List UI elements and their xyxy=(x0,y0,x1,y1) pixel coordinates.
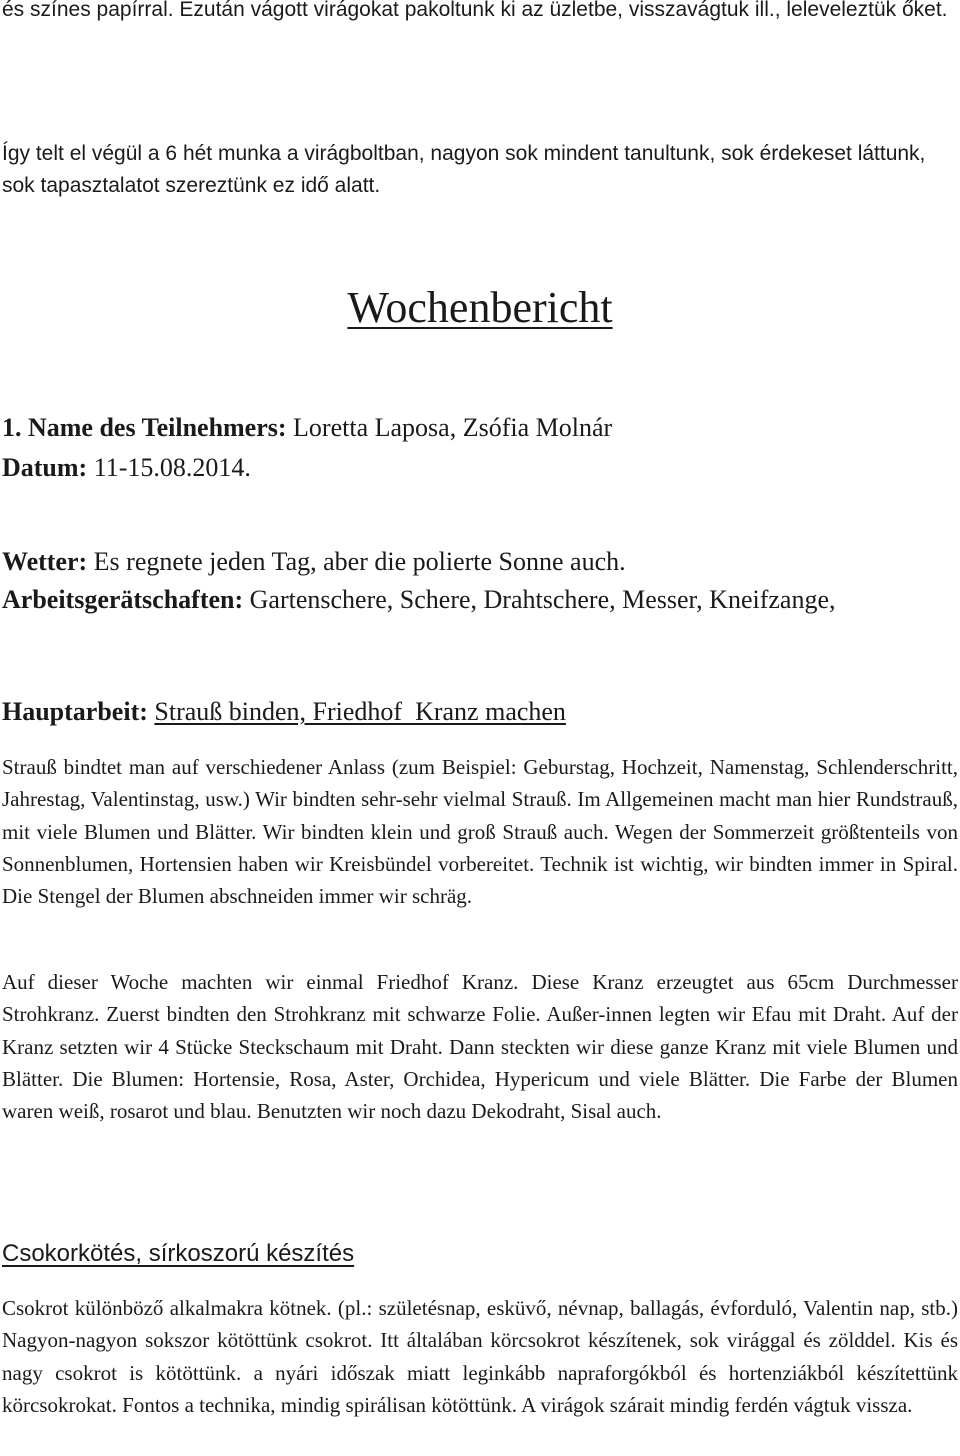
main-work-value: Strauß binden, Friedhof Kranz machen xyxy=(154,697,566,726)
main-work-label: Hauptarbeit: xyxy=(2,697,148,726)
weather-label: Wetter: xyxy=(2,547,88,576)
date-line xyxy=(2,451,958,485)
participant-name-value: Loretta Laposa, Zsófia Molnár xyxy=(293,413,613,442)
date-value: 11-15.08.2014. xyxy=(93,453,251,482)
report-title: Wochenbericht xyxy=(347,283,613,332)
main-work-line xyxy=(2,695,958,729)
tools-line xyxy=(2,583,958,617)
intro-paragraph-2: Így telt el végül a 6 hét munka a virágboltban, nagyon sok mindent tanultunk, sok érdekeset láttunk, sok tapasztalatot szereztünk ez idő alatt. xyxy=(2,142,926,197)
hungarian-section-heading: Csokorkötés, sírkoszorú készítés xyxy=(2,1240,355,1267)
participant-name-line xyxy=(2,411,958,445)
hungarian-paragraph: Csokrot különböző alkalmakra kötnek. (pl.: születésnap, esküvő, névnap, ballagás, évforduló, Valentin nap, stb.) Nagyon-nagyon sokszor kötöttünk csokrot. Itt általában körcsokrot készítenek, sok virággal és zölddel. Kis és nagy csokrot is kötöttünk. a nyári időszak miatt leginkább napraforgókból és hortenziákból készítettünk körcsokrokat. Fontos a technika, mindig spirálisan kötöttünk. A virágok szárait mindig ferdén vágtuk vissza. xyxy=(2,1296,958,1417)
bouquet-paragraph: Strauß bindtet man auf verschiedener Anlass (zum Beispiel: Geburstag, Hochzeit, Namenstag, Schlenderschritt, Jahrestag, Valentinstag, usw.) Wir bindten sehr-sehr vielmal Strauß. Im Allgemeinen macht man hier Rundstrauß, mit viele Blumen und Blätter. Wir bindten klein und groß Strauß auch. Wegen der Sommerzeit größtenteils von Sonnenblumen, Hortensien haben wir Kreisbündel vorbereitet. Technik ist wichtig, wir bindten immer in Spiral. Die Stengel der Blumen abschneiden immer wir schräg. xyxy=(2,755,958,909)
weather-value: Es regnete jeden Tag, aber die polierte Sonne auch. xyxy=(93,547,626,576)
weather-line xyxy=(2,545,958,579)
date-label: Datum: xyxy=(2,453,88,482)
tools-value: Gartenschere, Schere, Drahtschere, Messer, Kneifzange, xyxy=(249,585,836,614)
participant-name-label: 1. Name des Teilnehmers: xyxy=(2,413,287,442)
tools-label: Arbeitsgerätschaften: xyxy=(2,585,244,614)
wreath-paragraph: Auf dieser Woche machten wir einmal Friedhof Kranz. Diese Kranz erzeugtet aus 65cm Durchmesser Strohkranz. Zuerst bindten den Strohkranz mit schwarze Folie. Außer-innen legten wir Efau mit Draht. Auf der Kranz setzten wir 4 Stücke Steckschaum mit Draht. Dann steckten wir diese ganze Kranz mit viele Blumen und Blätter. Die Blumen: Hortensie, Rosa, Aster, Orchidea, Hypericum und viele Blätter. Die Farbe der Blumen waren weiß, rosarot und blau. Benutzten wir noch dazu Dekodraht, Sisal auch. xyxy=(2,970,958,1124)
intro-paragraph-1: és színes papírral. Ezután vágott virágokat pakoltunk ki az üzletbe, visszavágtuk ill., leleveleztük őket. xyxy=(2,0,948,21)
